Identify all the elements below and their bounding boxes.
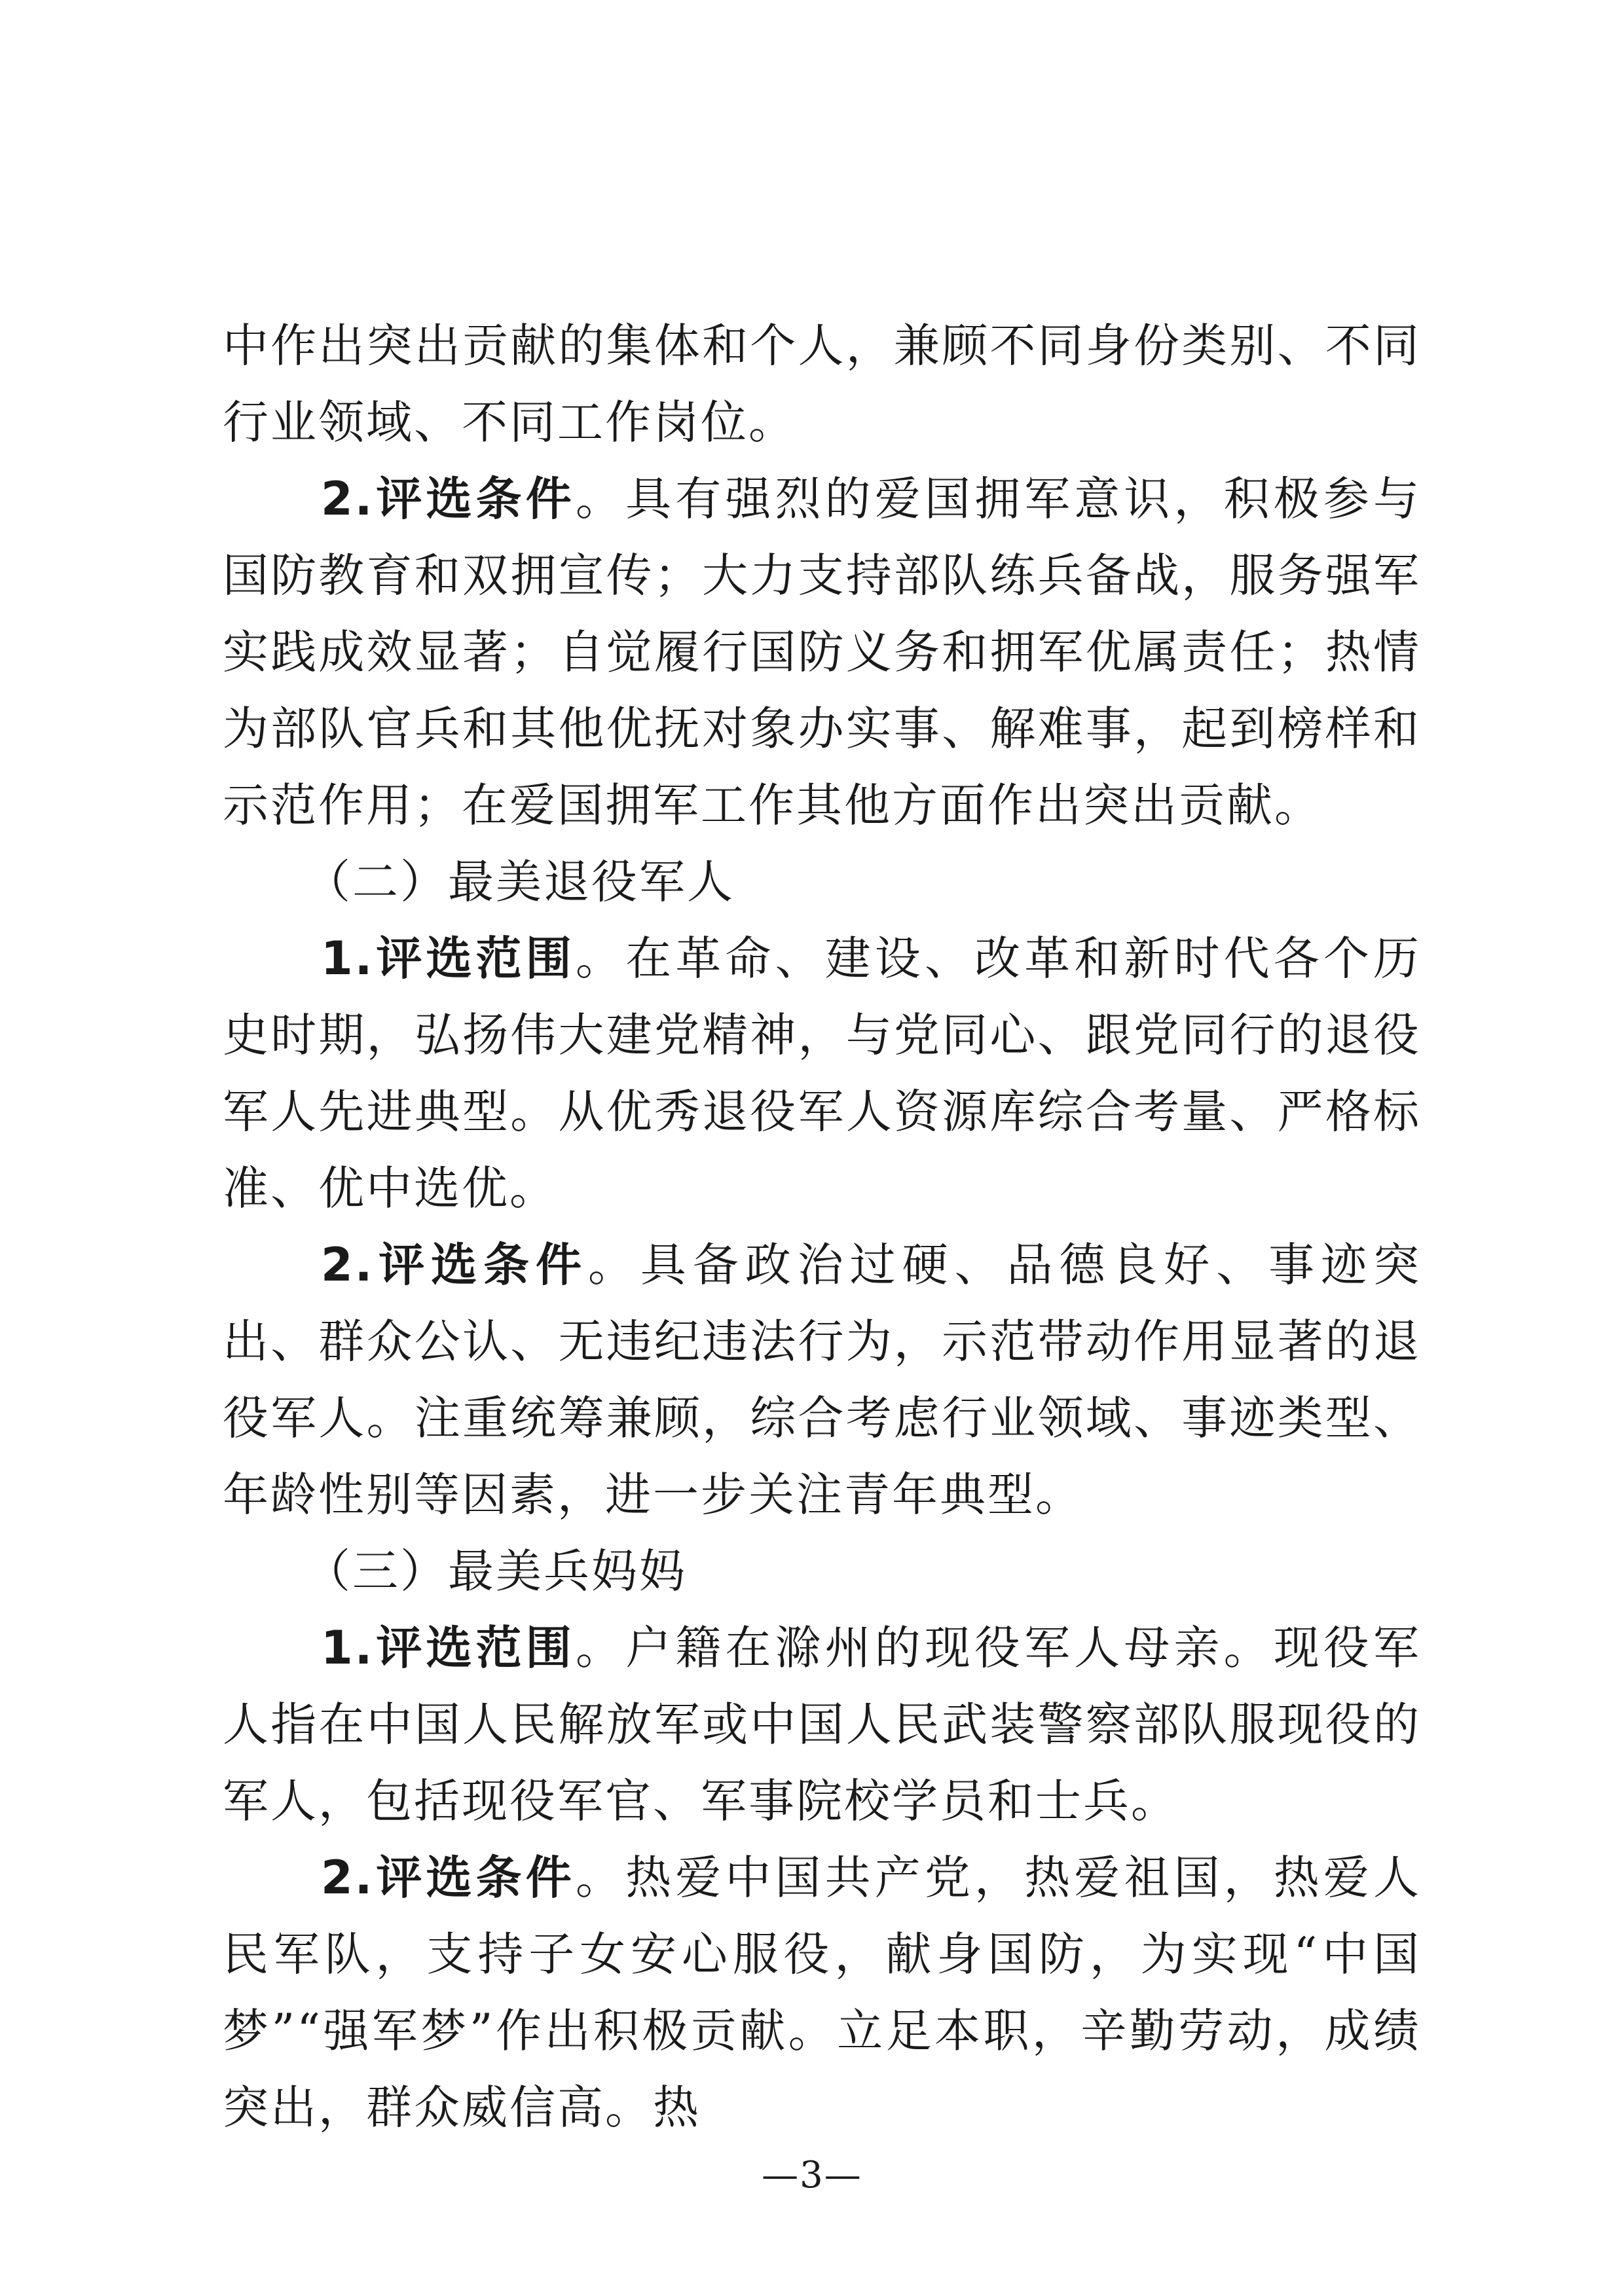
- page-number: —3—: [762, 2154, 862, 2196]
- paragraph-criteria-3: [223, 1840, 1421, 2146]
- paragraph-lead: 1.评选范围: [321, 932, 576, 985]
- paragraph-lead: 2.评选条件: [321, 1851, 576, 1904]
- paragraph-scope-2: [223, 920, 1421, 1227]
- paragraph-text: 。具有强烈的爱国拥军意识，积极参与国防教育和双拥宣传；大力支持部队练兵备战，服务强军实践成效显著；自觉履行国防义务和拥军优属责任；热情为部队官兵和其他优抚对象办实事、解难事，起到榜样和示范作用；在爱国拥军工作其他方面作出突出贡献。: [223, 472, 1421, 832]
- paragraph-lead: 2.评选条件: [321, 472, 576, 526]
- paragraph-lead: 1.评选范围: [321, 1621, 576, 1675]
- section-heading-veterans: （二）最美退役军人: [304, 855, 735, 909]
- paragraph-text: 。热爱中国共产党，热爱祖国，热爱人民军队，支持子女安心服役，献身国防，为实现“中国梦”“强军梦”作出积极贡献。立足本职，辛勤劳动，成绩突出，群众威信高。热: [223, 1851, 1421, 2134]
- paragraph-criteria-2: [223, 1227, 1421, 1533]
- document-body: [223, 308, 1421, 2146]
- paragraph-scope-3: [223, 1610, 1421, 1840]
- paragraph-lead: 2.评选条件: [321, 1238, 588, 1292]
- paragraph-text: 。户籍在滁州的现役军人母亲。现役军人指在中国人民解放军或中国人民武装警察部队服现役的军人，包括现役军官、军事院校学员和士兵。: [223, 1621, 1421, 1828]
- paragraph-criteria-1: [223, 461, 1421, 844]
- paragraph-text: 中作出突出贡献的集体和个人，兼顾不同身份类别、不同行业领域、不同工作岗位。: [223, 319, 1421, 449]
- section-heading-soldier-mothers: （三）最美兵妈妈: [304, 1544, 687, 1598]
- paragraph-continued: [223, 308, 1421, 461]
- paragraph-text: 。具备政治过硬、品德良好、事迹突出、群众公认、无违纪违法行为，示范带动作用显著的退役军人。注重统筹兼顾，综合考虑行业领域、事迹类型、年龄性别等因素，进一步关注青年典型。: [223, 1238, 1421, 1522]
- paragraph-text: 。在革命、建设、改革和新时代各个历史时期，弘扬伟大建党精神，与党同心、跟党同行的退役军人先进典型。从优秀退役军人资源库综合考量、严格标准、优中选优。: [223, 932, 1421, 1215]
